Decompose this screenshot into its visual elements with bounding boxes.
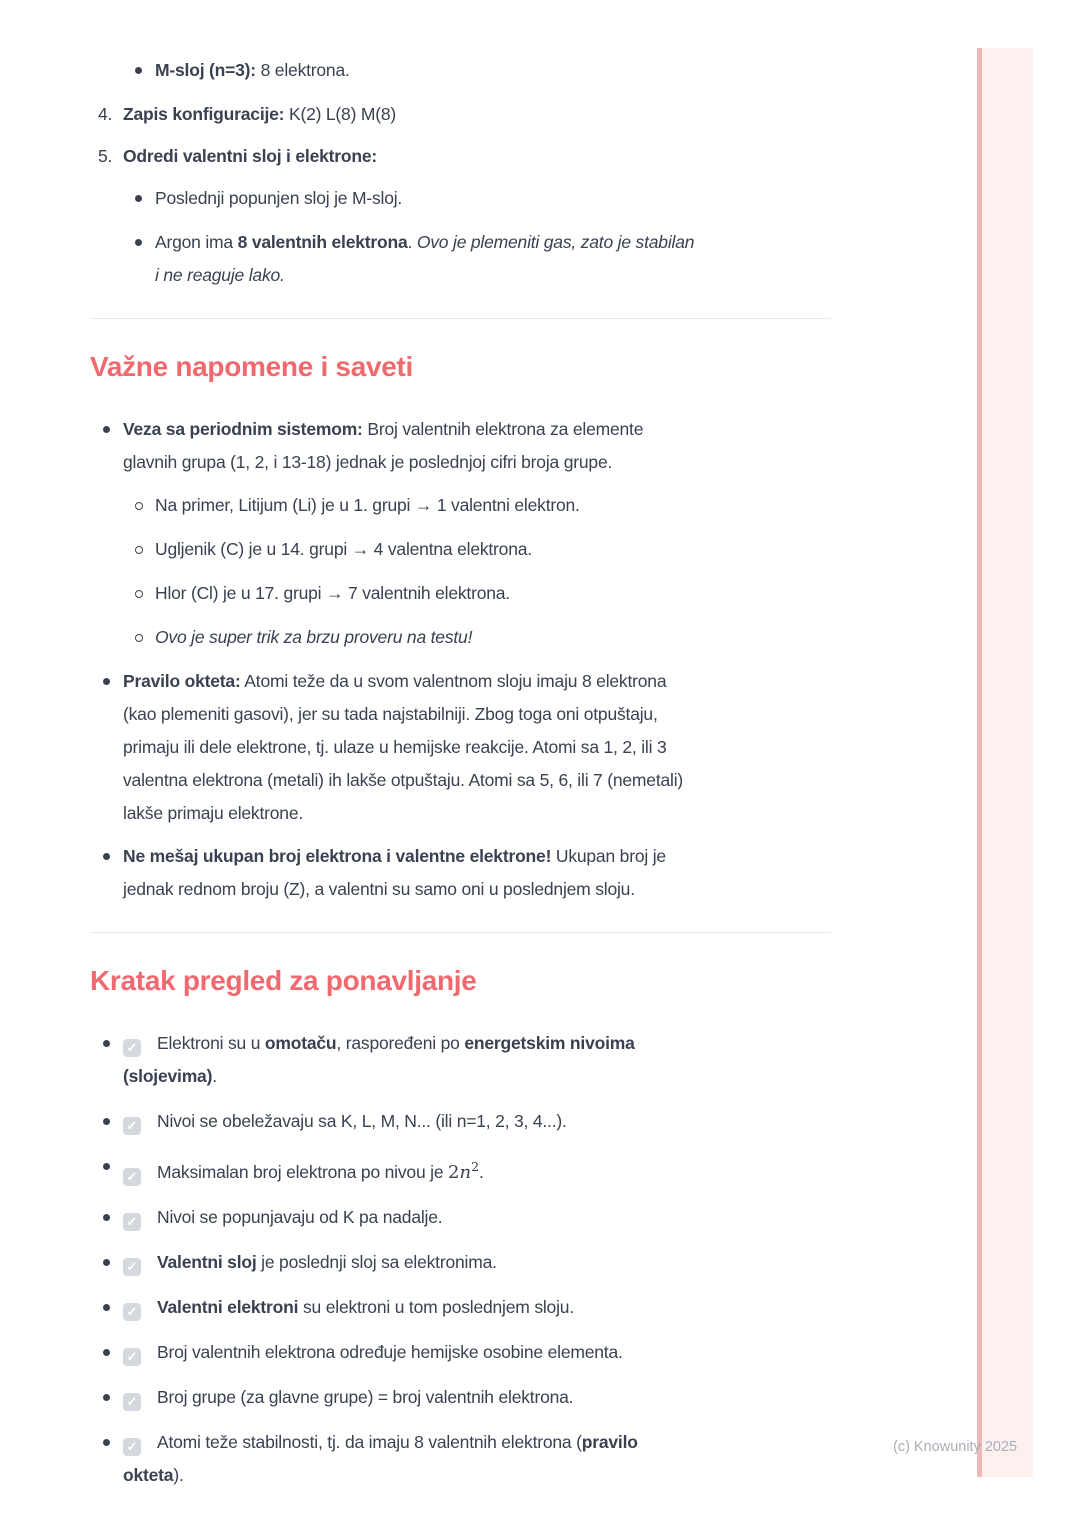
- paragraph-text: [155, 182, 834, 215]
- text-segment: Atomi teže da u svom valentnom sloju imaju 8 elektrona: [240, 671, 667, 691]
- check-list-item: [90, 1150, 834, 1189]
- checkbox-checked-icon: [123, 1303, 141, 1321]
- paragraph-text: [123, 1150, 834, 1189]
- text-segment: Broj grupe (za glavne grupe) = broj valentnih elektrona.: [157, 1387, 574, 1407]
- paragraph-text: [123, 98, 834, 131]
- text-segment: Ne mešaj ukupan broj elektrona i valentne elektrone!: [123, 846, 552, 866]
- text-segment: primaju ili dele elektrone, tj. ulaze u hemijske reakcije. Atomi sa 1, 2, ili 3: [123, 737, 667, 757]
- text-segment: Valentni elektroni: [157, 1297, 299, 1317]
- text-segment: M-sloj (n=3):: [155, 60, 256, 80]
- right-margin-stripe: [977, 48, 1033, 1477]
- paragraph-text: [155, 489, 834, 522]
- text-segment: Elektroni su u: [157, 1033, 265, 1053]
- text-segment: Nivoi se obeležavaju sa K, L, M, N... (ili n=1, 2, 3, 4...).: [157, 1111, 567, 1131]
- bullet-dot-icon: [103, 678, 110, 685]
- text-segment: su elektroni u tom poslednjem sloju.: [298, 1297, 574, 1317]
- text-segment: 8 valentnih elektrona: [237, 232, 408, 252]
- paragraph-text: [155, 577, 834, 610]
- text-segment: .: [407, 232, 417, 252]
- text-segment: je poslednji sloj sa elektronima.: [256, 1252, 497, 1272]
- bullet-dot-icon: [103, 1040, 110, 1047]
- text-segment: Hlor (Cl) je u 17. grupi → 7 valentnih elektrona.: [155, 583, 510, 603]
- bullet-dot-icon: [135, 67, 142, 74]
- list-number: 5.: [98, 146, 113, 166]
- bullet-list-item: [90, 665, 834, 830]
- paragraph-text: [155, 54, 834, 87]
- paragraph-text: [123, 840, 834, 906]
- section-divider: [90, 932, 831, 933]
- text-segment: energetskim nivoima: [464, 1033, 635, 1053]
- bullet-dot-icon: [103, 1394, 110, 1401]
- paragraph-text: [123, 413, 834, 479]
- paragraph-text: [155, 621, 834, 654]
- bullet-list-item: [90, 840, 834, 906]
- text-segment: Poslednji popunjen sloj je M-sloj.: [155, 188, 403, 208]
- bullet-dot-icon: [103, 1118, 110, 1125]
- text-segment: Odredi valentni sloj i elektrone:: [123, 146, 378, 166]
- section-divider: [90, 318, 831, 319]
- bullet-dot-icon: [103, 1214, 110, 1221]
- numbered-list-item: [90, 140, 834, 173]
- section-heading: Važne napomene i saveti: [90, 351, 414, 382]
- paragraph-text: [155, 226, 834, 292]
- text-segment: ).: [173, 1465, 184, 1485]
- text-segment: .: [212, 1066, 217, 1086]
- text-segment: Atomi teže stabilnosti, tj. da imaju 8 valentnih elektrona (: [157, 1432, 582, 1452]
- checkbox-checked-icon: [123, 1438, 141, 1456]
- text-segment: (slojevima): [123, 1066, 213, 1086]
- bullet-dot-icon: [103, 1163, 110, 1170]
- text-segment: Broj valentnih elektrona određuje hemijske osobine elementa.: [157, 1342, 623, 1362]
- checkmark-glyph: ✓: [126, 1304, 138, 1319]
- sub-list-item: [90, 577, 834, 610]
- check-list-item: [90, 1381, 834, 1414]
- circle-bullet-icon: [135, 502, 143, 510]
- text-segment: K(2) L(8) M(8): [284, 104, 397, 124]
- watermark-text: (c) Knowunity 2025: [893, 1439, 1018, 1455]
- checkmark-glyph: ✓: [126, 1118, 138, 1133]
- document-content: [90, 54, 834, 1504]
- check-list-item: [90, 1336, 834, 1369]
- check-list-item: [90, 1027, 834, 1093]
- text-segment: n: [459, 1162, 472, 1183]
- paragraph-text: [123, 1336, 834, 1369]
- circle-bullet-icon: [135, 546, 143, 554]
- checkbox-checked-icon: [123, 1213, 141, 1231]
- paragraph-text: [123, 1105, 834, 1138]
- bullet-list-item: [90, 226, 834, 292]
- paragraph-text: [123, 1426, 834, 1492]
- numbered-list-item: [90, 98, 834, 131]
- text-segment: 2: [448, 1162, 460, 1183]
- check-list-item: [90, 1246, 834, 1279]
- section-heading: Kratak pregled za ponavljanje: [90, 965, 477, 996]
- paragraph-text: [123, 1381, 834, 1414]
- paragraph-text: [123, 1246, 834, 1279]
- text-segment: Zapis konfiguracije:: [123, 104, 285, 124]
- text-segment: Ugljenik (C) je u 14. grupi → 4 valentna elektrona.: [155, 539, 532, 559]
- text-segment: (kao plemeniti gasovi), jer su tada najstabilniji. Zbog toga oni otpuštaju,: [123, 704, 658, 724]
- checkbox-checked-icon: [123, 1258, 141, 1276]
- list-number: 4.: [98, 104, 113, 124]
- checkbox-checked-icon: [123, 1039, 141, 1057]
- checkbox-checked-icon: [123, 1348, 141, 1366]
- bullet-dot-icon: [103, 1304, 110, 1311]
- check-list-item: [90, 1201, 834, 1234]
- checkbox-checked-icon: [123, 1168, 141, 1186]
- text-segment: Ovo je plemeniti gas, zato je stabilan: [416, 232, 695, 252]
- bullet-list-item: [90, 182, 834, 215]
- paragraph-text: [123, 1291, 834, 1324]
- paragraph-text: [123, 140, 834, 173]
- check-list-item: [90, 1291, 834, 1324]
- sub-list-item: [90, 621, 834, 654]
- text-segment: Argon ima: [155, 232, 238, 252]
- text-segment: Valentni sloj: [157, 1252, 257, 1272]
- text-segment: glavnih grupa (1, 2, i 13-18) jednak je poslednjoj cifri broja grupe.: [123, 452, 613, 472]
- check-list-item: [90, 1105, 834, 1138]
- circle-bullet-icon: [135, 634, 143, 642]
- text-segment: 8 elektrona.: [255, 60, 350, 80]
- paragraph-text: [155, 533, 834, 566]
- text-segment: Ukupan broj je: [551, 846, 666, 866]
- check-list-item: [90, 1426, 834, 1492]
- bullet-dot-icon: [103, 1259, 110, 1266]
- bullet-list-item: [90, 413, 834, 479]
- checkmark-glyph: ✓: [126, 1214, 138, 1229]
- checkmark-glyph: ✓: [126, 1040, 138, 1055]
- text-segment: okteta: [123, 1465, 174, 1485]
- text-segment: , raspoređeni po: [336, 1033, 465, 1053]
- text-segment: lakše primaju elektrone.: [123, 803, 304, 823]
- circle-bullet-icon: [135, 590, 143, 598]
- text-segment: jednak rednom broju (Z), a valentni su samo oni u poslednjem sloju.: [123, 879, 635, 899]
- text-segment: omotaču: [264, 1033, 337, 1053]
- bullet-dot-icon: [135, 195, 142, 202]
- bullet-dot-icon: [103, 426, 110, 433]
- text-segment: Na primer, Litijum (Li) je u 1. grupi → 1 valentni elektron.: [155, 495, 580, 515]
- checkmark-glyph: ✓: [126, 1259, 138, 1274]
- bullet-dot-icon: [103, 1349, 110, 1356]
- text-segment: Ovo je super trik za brzu proveru na testu!: [155, 627, 473, 647]
- text-segment: i ne reaguje lako.: [155, 265, 285, 285]
- text-segment: Nivoi se popunjavaju od K pa nadalje.: [157, 1207, 443, 1227]
- text-segment: Broj valentnih elektrona za elemente: [362, 419, 644, 439]
- sub-list-item: [90, 533, 834, 566]
- text-segment: Maksimalan broj elektrona po nivou je: [157, 1162, 449, 1182]
- bullet-dot-icon: [103, 853, 110, 860]
- text-segment: pravilo: [581, 1432, 638, 1452]
- text-segment: Veza sa periodnim sistemom:: [123, 419, 363, 439]
- text-segment: Pravilo okteta:: [123, 671, 241, 691]
- bullet-dot-icon: [103, 1439, 110, 1446]
- text-segment: .: [479, 1162, 484, 1182]
- checkbox-checked-icon: [123, 1393, 141, 1411]
- checkmark-glyph: ✓: [126, 1439, 138, 1454]
- checkmark-glyph: ✓: [126, 1394, 138, 1409]
- checkmark-glyph: ✓: [126, 1169, 138, 1184]
- paragraph-text: [123, 1201, 834, 1234]
- checkmark-glyph: ✓: [126, 1349, 138, 1364]
- checkbox-checked-icon: [123, 1117, 141, 1135]
- text-segment: 2: [471, 1159, 480, 1174]
- paragraph-text: [123, 1027, 834, 1093]
- bullet-list-item: [90, 54, 834, 87]
- bullet-dot-icon: [135, 239, 142, 246]
- sub-list-item: [90, 489, 834, 522]
- text-segment: valentna elektrona (metali) ih lakše otpuštaju. Atomi sa 5, 6, ili 7 (nemetali): [123, 770, 684, 790]
- paragraph-text: [123, 665, 834, 830]
